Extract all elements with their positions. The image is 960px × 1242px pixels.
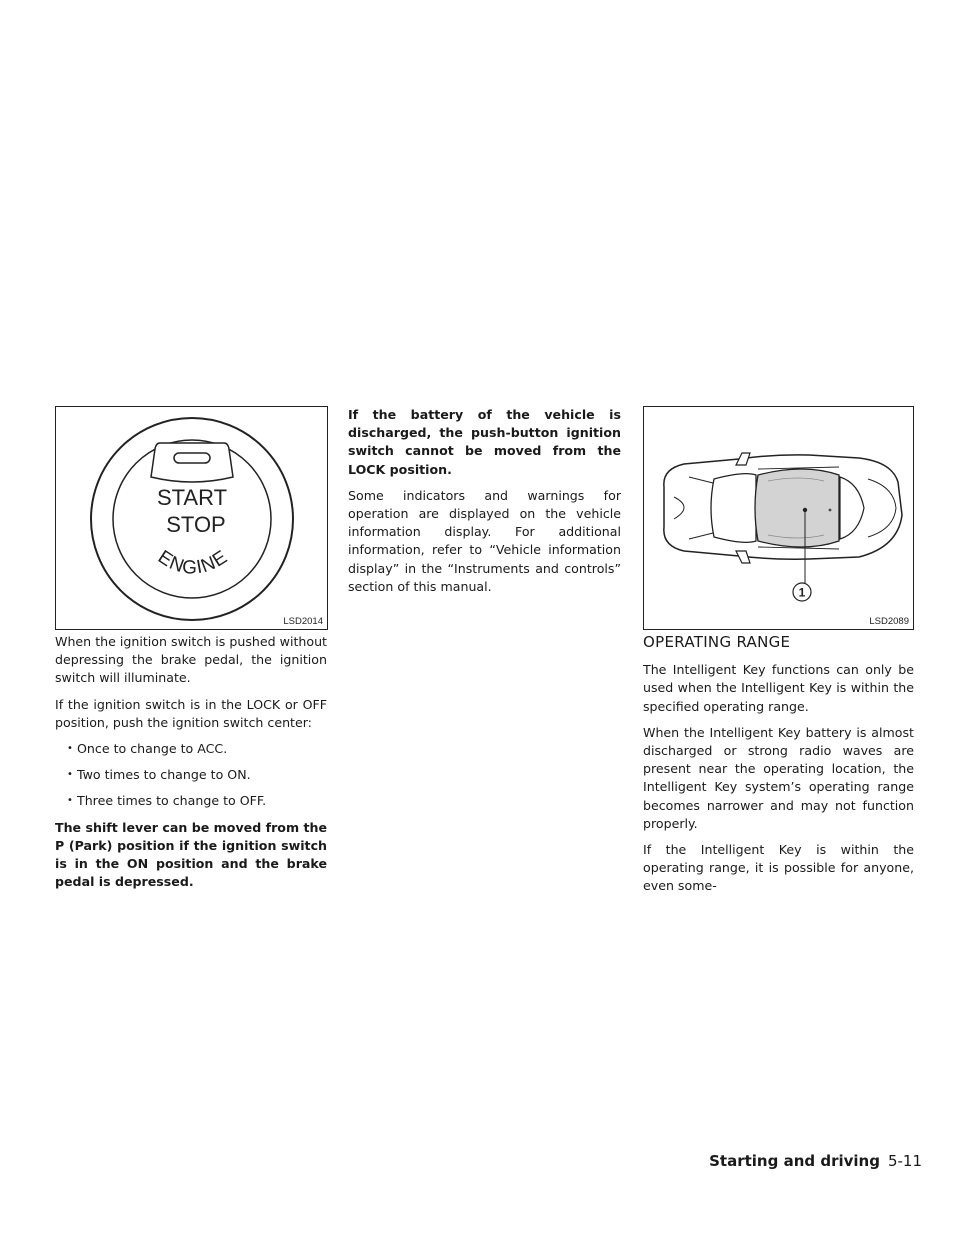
list-item: • Once to change to ACC. (67, 740, 327, 758)
paragraph: If the Intelligent Key is within the operating range, it is possible for anyone, even some- (643, 842, 914, 894)
start-label: START (156, 485, 228, 510)
bullet-list (55, 740, 327, 811)
left-column (55, 633, 327, 899)
page-footer (709, 1152, 922, 1170)
callout-number: 1 (798, 585, 806, 600)
page-number: 5-11 (887, 1152, 922, 1170)
engine-arc-label: ENGINE (153, 546, 232, 579)
list-item: • Three times to change to OFF. (67, 792, 327, 810)
start-stop-button-illustration (56, 407, 327, 629)
middle-column (348, 406, 621, 604)
paragraph: Some indicators and warnings for operation are displayed on the vehicle information display. For additional information, refer to “Vehicle information display” in the “Instruments and controls” section of this manual. (348, 487, 621, 594)
bold-paragraph: If the battery of the vehicle is discharged, the push-button ignition switch cannot be moved from the LOCK position. (348, 407, 621, 477)
bold-paragraph: The shift lever can be moved from the P (Park) position if the ignition switch is in the ON position and the brake pedal is depressed. (55, 819, 327, 890)
paragraph: When the ignition switch is pushed without depressing the brake pedal, the ignition switch will illuminate. (55, 634, 327, 686)
figure-code: LSD2089 (869, 616, 909, 627)
paragraph: When the Intelligent Key battery is almost discharged or strong radio waves are present near the operating location, the Intelligent Key system’s operating range becomes narrower and may not function properly. (643, 724, 914, 831)
list-item: • Two times to change to ON. (67, 766, 327, 784)
paragraph: The Intelligent Key functions can only be used when the Intelligent Key is within the specified operating range. (643, 662, 914, 714)
start-stop-figure (55, 406, 328, 630)
stop-label: STOP (166, 512, 226, 537)
section-title: Starting and driving (709, 1152, 880, 1170)
figure-code: LSD2014 (283, 616, 323, 627)
car-top-figure (643, 406, 914, 630)
section-heading: OPERATING RANGE (643, 633, 791, 651)
right-column (643, 633, 914, 904)
car-top-view-illustration (644, 407, 913, 629)
paragraph: If the ignition switch is in the LOCK or OFF position, push the ignition switch center: (55, 696, 327, 730)
